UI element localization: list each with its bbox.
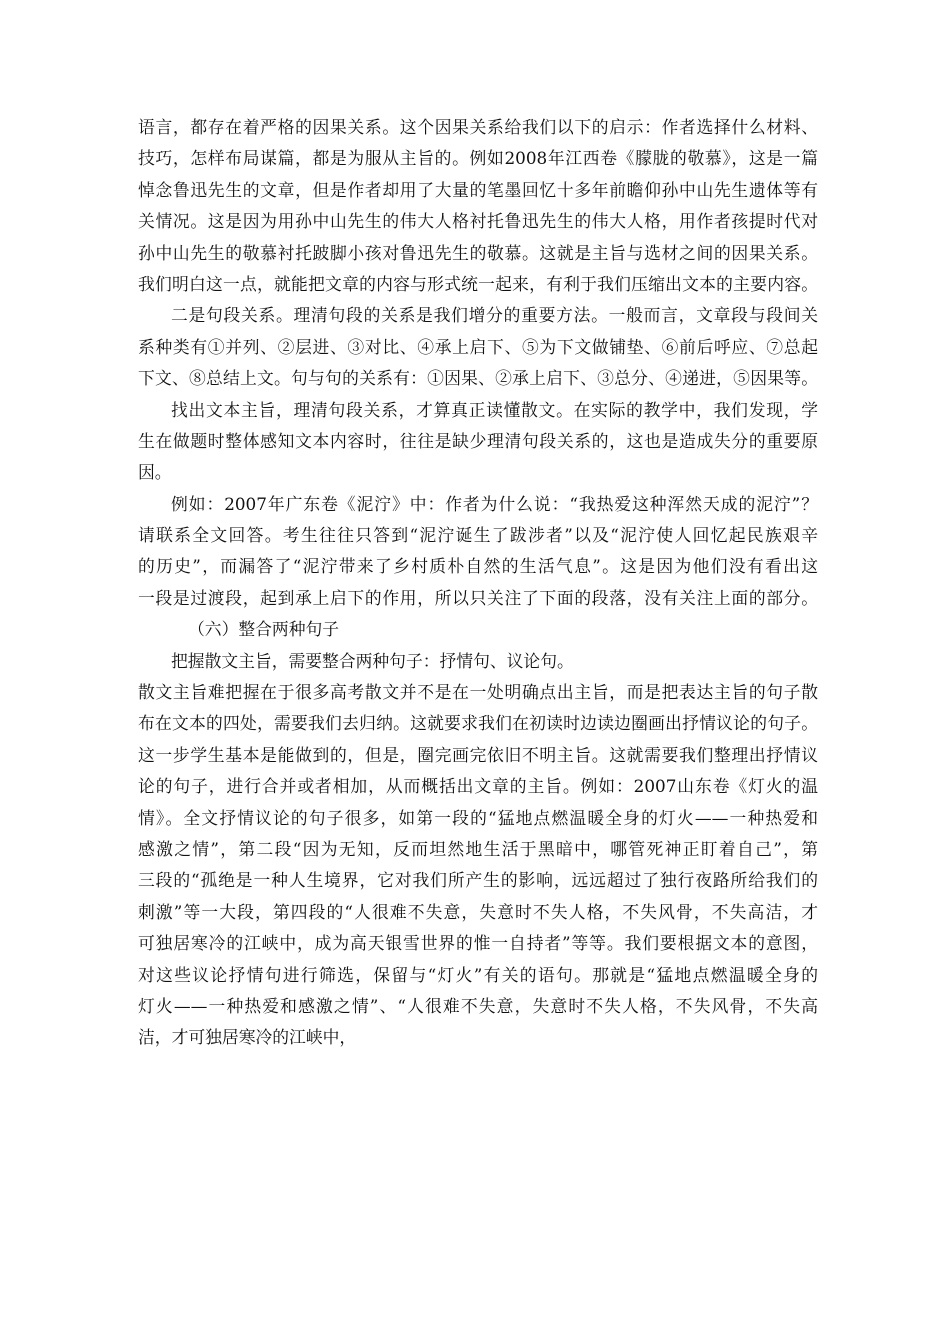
text-line: 刺激”等一大段，第四段的“人很难不失意，失意时不失人格，不失风骨，不失高洁，才 [138, 901, 818, 922]
text-line: 可独居寒冷的江峡中，成为高天银雪世界的惟一自持者”等等。我们要根据文本的意图， [138, 933, 818, 954]
text-line: 生在做题时整体感知文本内容时，往往是缺少理清句段关系的，这也是造成失分的重要原 [138, 430, 818, 451]
text-line: 孙中山先生的敬慕衬托跛脚小孩对鲁迅先生的敬慕。这就是主旨与选材之间的因果关系。 [138, 242, 818, 263]
text-line: 布在文本的四处，需要我们去归纳。这就要求我们在初读时边读边圈画出抒情议论的句子。 [138, 713, 818, 734]
text-line: （六）整合两种句子 [188, 619, 340, 640]
text-line: 例如：2007年广东卷《泥泞》中：作者为什么说：“我热爱这种浑然天成的泥泞”？ [171, 493, 818, 514]
text-line: 把握散文主旨，需要整合两种句子：抒情句、议论句。 [171, 650, 574, 671]
text-line: 因。 [138, 462, 172, 483]
text-line: 这一步学生基本是能做到的，但是，圈完画完依旧不明主旨。这就需要我们整理出抒情议 [138, 744, 818, 765]
text-line: 我们明白这一点，就能把文章的内容与形式统一起来，有利于我们压缩出文本的主要内容。 [138, 273, 818, 294]
text-line: 论的句子，进行合并或者相加，从而概括出文章的主旨。例如：2007山东卷《灯火的温 [138, 776, 818, 797]
text-line: 找出文本主旨，理清句段关系，才算真正读懂散文。在实际的教学中，我们发现，学 [171, 399, 818, 420]
text-line: 技巧，怎样布局谋篇，都是为服从主旨的。例如2008年江西卷《朦胧的敬慕》，这是一篇 [138, 148, 818, 169]
document-body [138, 112, 818, 1054]
text-line: 系种类有①并列、②层进、③对比、④承上启下、⑤为下文做铺垫、⑥前后呼应、⑦总起 [138, 336, 818, 357]
text-line: 的历史”，而漏答了“泥泞带来了乡村质朴自然的生活气息”。这是因为他们没有看出这 [138, 556, 818, 577]
text-line: 对这些议论抒情句进行筛选，保留与“灯火”有关的语句。那就是“猛地点燃温暖全身的 [138, 964, 818, 985]
text-line: 情》。全文抒情议论的句子很多，如第一段的“猛地点燃温暖全身的灯火——一种热爱和 [138, 807, 818, 828]
text-line: 二是句段关系。理清句段的关系是我们增分的重要方法。一般而言，文章段与段间关 [171, 305, 818, 326]
text-line: 下文、⑧总结上文。句与句的关系有：①因果、②承上启下、③总分、④递进，⑤因果等。 [138, 368, 818, 389]
text-line: 感激之情”，第二段“因为无知，反而坦然地生活于黑暗中，哪管死神正盯着自己”，第 [138, 838, 818, 859]
text-line: 请联系全文回答。考生往往只答到“泥泞诞生了跋涉者”以及“泥泞使人回忆起民族艰辛 [138, 525, 818, 546]
text-line: 一段是过渡段，起到承上启下的作用，所以只关注了下面的段落，没有关注上面的部分。 [138, 587, 818, 608]
text-line: 关情况。这是因为用孙中山先生的伟大人格衬托鲁迅先生的伟大人格，用作者孩提时代对 [138, 211, 818, 232]
text-line: 散文主旨难把握在于很多高考散文并不是在一处明确点出主旨，而是把表达主旨的句子散 [138, 682, 818, 703]
text-line: 三段的“孤绝是一种人生境界，它对我们所产生的影响，远远超过了独行夜路所给我们的 [138, 870, 818, 891]
text-line: 语言，都存在着严格的因果关系。这个因果关系给我们以下的启示：作者选择什么材料、 [138, 117, 818, 137]
text-line: 灯火——一种热爱和感激之情”、“人很难不失意，失意时不失人格，不失风骨，不失高 [138, 995, 818, 1016]
text-line: 洁，才可独居寒冷的江峡中， [138, 1027, 357, 1048]
text-line: 悼念鲁迅先生的文章，但是作者却用了大量的笔墨回忆十多年前瞻仰孙中山先生遗体等有 [138, 179, 818, 200]
